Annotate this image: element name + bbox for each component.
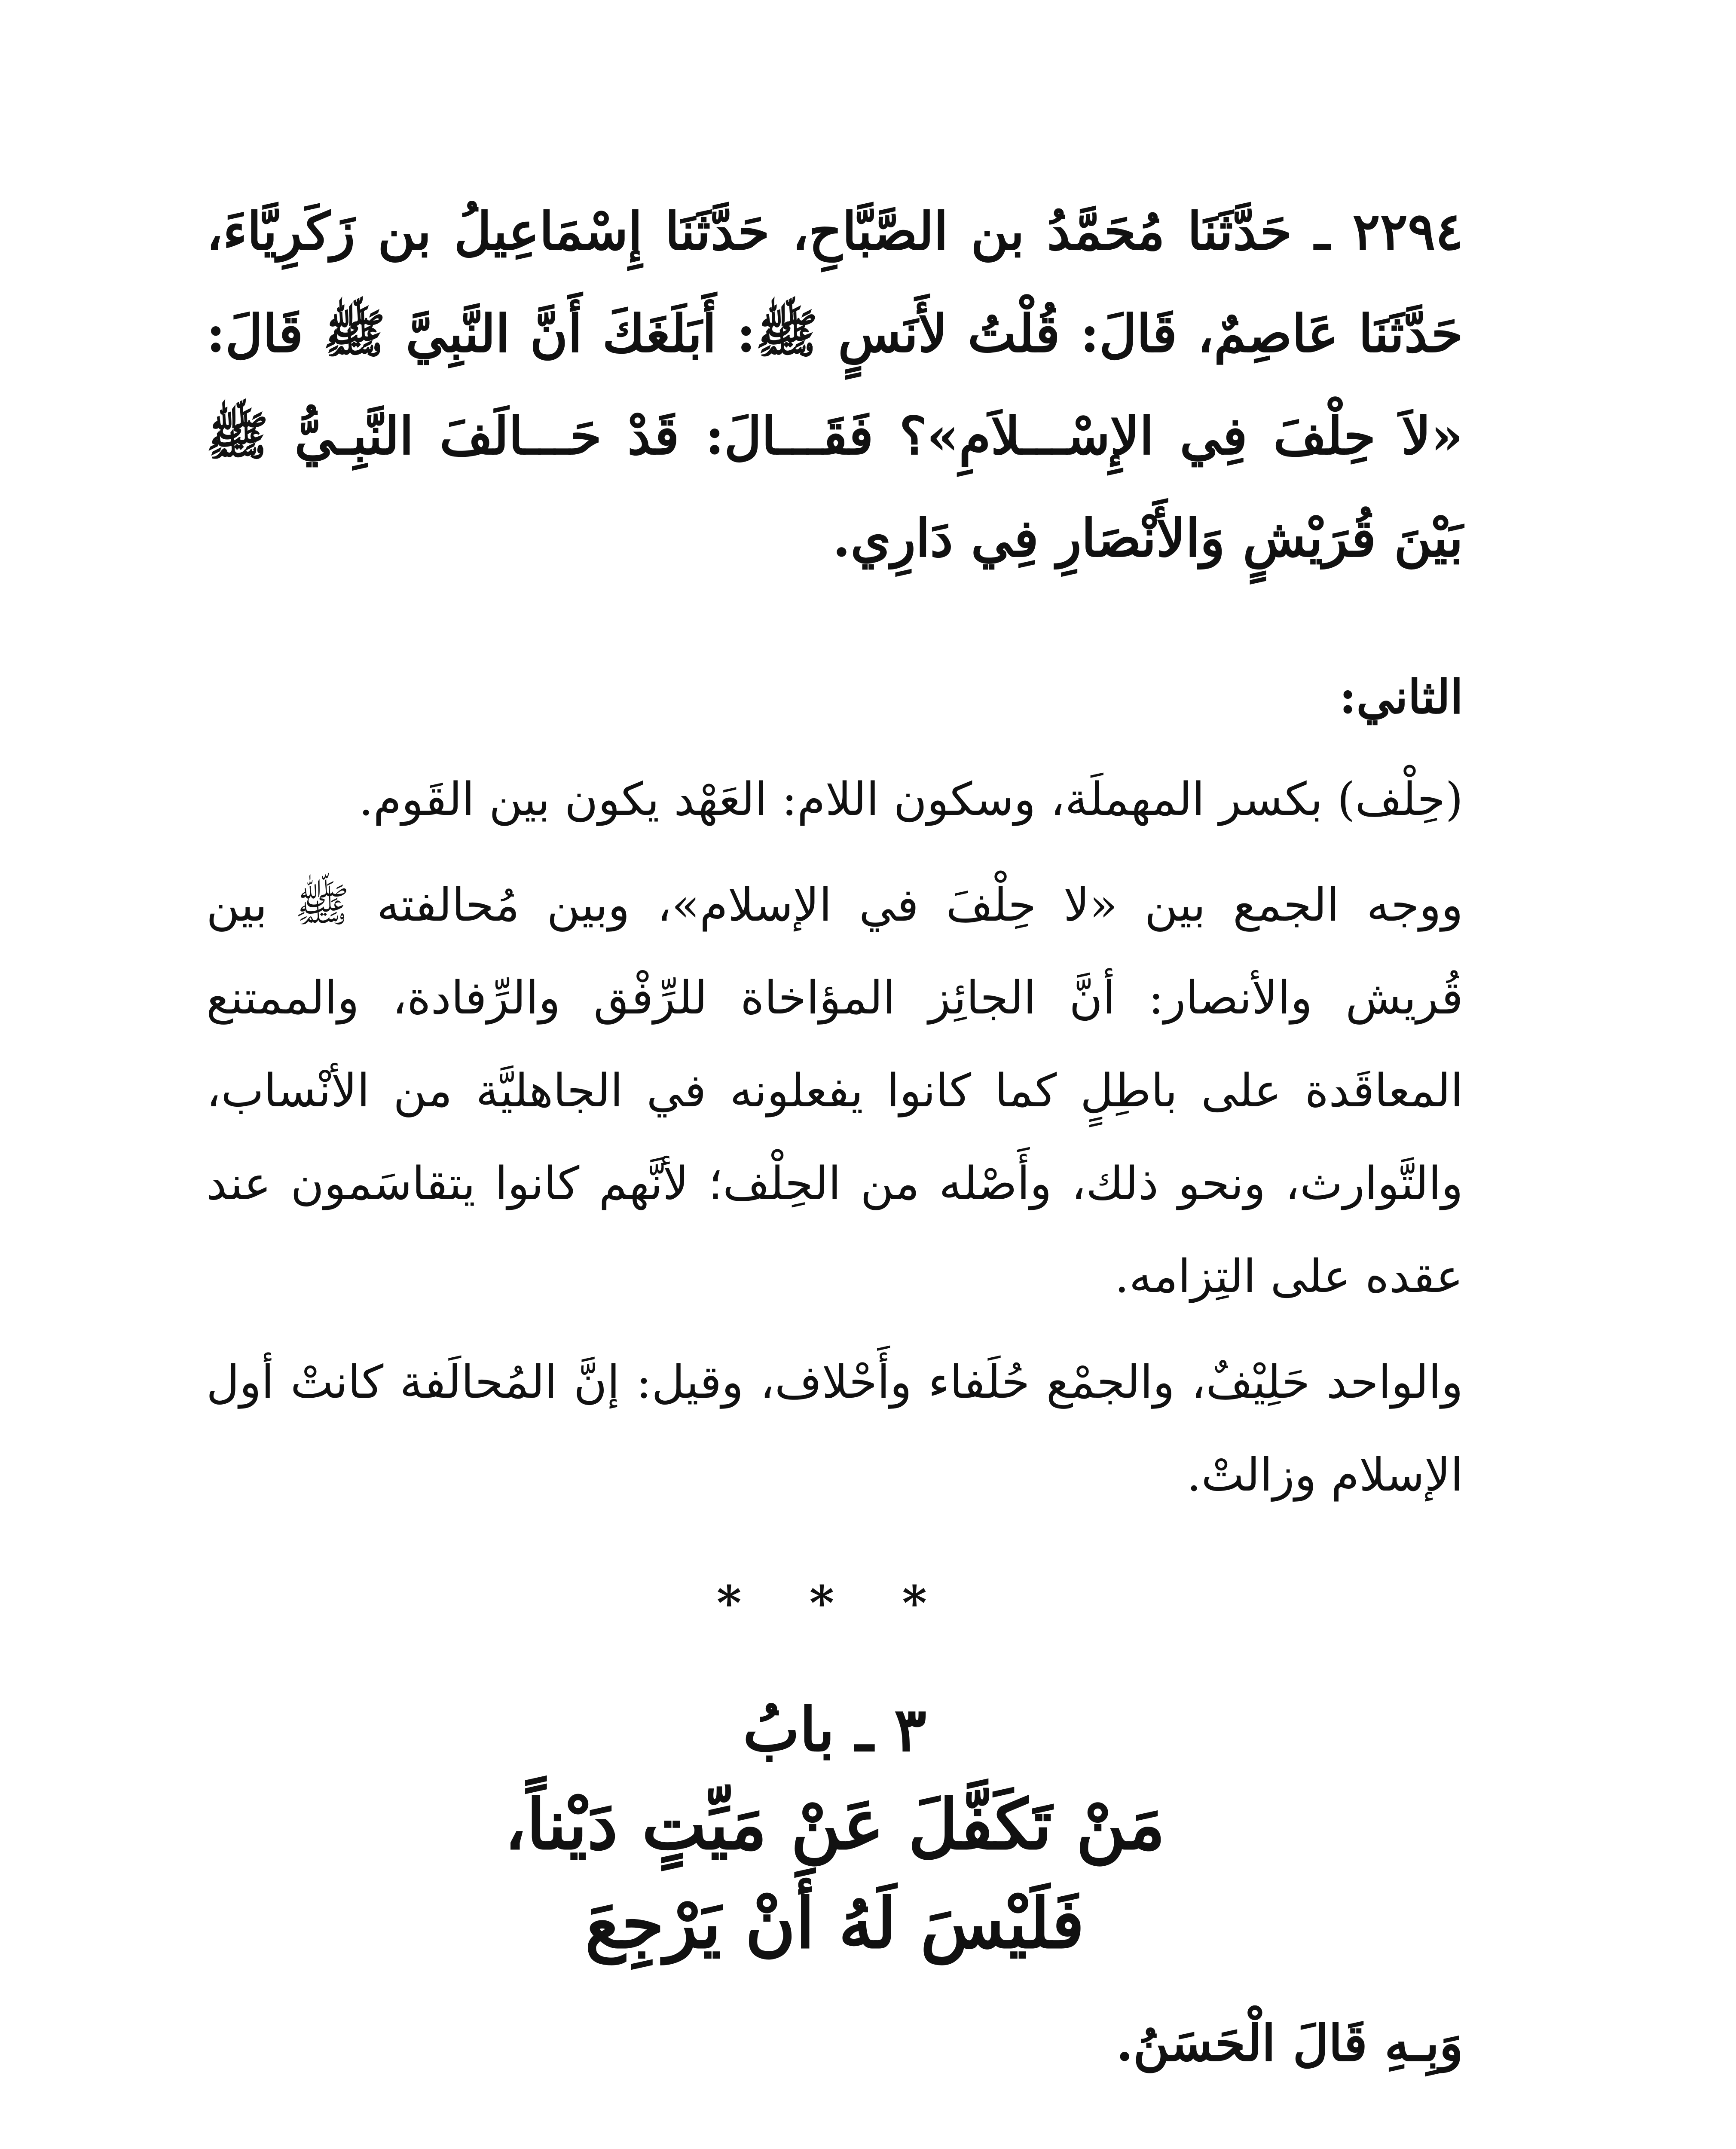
chapter-narration: وَبِـهِ قَالَ الْحَسَنُ. — [1116, 2014, 1463, 2072]
section-separator: * * * — [716, 1575, 953, 1631]
chapter-title-line-2: فَلَيْسَ لَهُ أَنْ يَرْجِعَ — [585, 1883, 1085, 1964]
chapter-number: ٣ ـ بابُ — [743, 1695, 927, 1765]
text-column — [206, 181, 1463, 2089]
commentary-paragraph-3: والواحد حَلِيْفٌ، والجمْع حُلَفاء وأَحْلاف، وقيل: إنَّ المُحالَفة كانتْ أول الإسلام وزالتْ. — [206, 1356, 1463, 1501]
chapter-title-line-1: مَنْ تَكَفَّلَ عَنْ مَيِّتٍ دَيْناً، — [504, 1784, 1165, 1865]
commentary-paragraph-1: (حِلْف) بكسر المهملَة، وسكون اللام: العَهْد يكون بين القَوم. — [358, 773, 1463, 826]
commentary-paragraph-2: ووجه الجمع بين «لا حِلْفَ في الإسلام»، وبين مُحالفته ﷺ بين قُريش والأنصار: أنَّ الجائِز المؤاخاة للرِّفْق والرِّفادة، والممتنع المعاقَدة على باطِلٍ كما كانوا يفعلونه في الجاهليَّة من الأنْساب، والتَّوارث، ونحو ذلك، وأَصْله من الحِلْف؛ لأنَّهم كانوا يتقاسَمون عند عقده على التِزامه. — [206, 879, 1463, 1303]
commentary-label: الثاني: — [1339, 670, 1463, 724]
hadith-text: ٢٢٩٤ ـ حَدَّثَنَا مُحَمَّدُ بن الصَّبَّاحِ، حَدَّثَنَا إِسْمَاعِيلُ بن زَكَرِيَّاءَ، حَدَّثَنَا عَاصِمٌ، قَالَ: قُلْتُ لأَنَسٍ ﷺ: أَبَلَغَكَ أَنَّ النَّبِيَّ ﷺ قَالَ: «لاَ حِلْفَ فِي الإِسْـــلاَمِ»؟ فَقَـــالَ: قَدْ حَـــالَفَ النَّبِـيُّ ﷺ بَيْنَ قُرَيْشٍ وَالأَنْصَارِ فِي دَارِي. — [206, 201, 1463, 569]
